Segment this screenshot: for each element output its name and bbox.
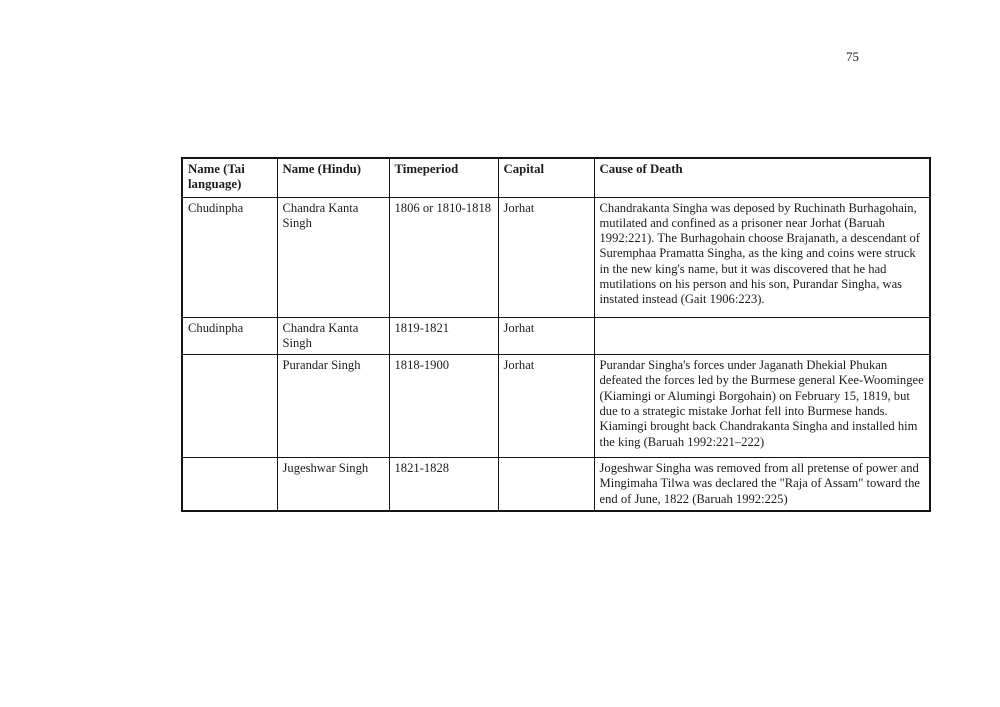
cell-name-hindu: Chandra Kanta Singh <box>277 197 389 317</box>
cell-capital: Jorhat <box>498 317 594 355</box>
table-row <box>182 458 930 511</box>
cell-timeperiod: 1819-1821 <box>389 317 498 355</box>
kings-table <box>181 157 931 512</box>
cell-name-hindu: Jugeshwar Singh <box>277 458 389 511</box>
cell-name-tai: Chudinpha <box>182 197 277 317</box>
cell-name-tai <box>182 355 277 458</box>
column-header-capital: Capital <box>498 158 594 197</box>
cell-cause-of-death: Chandrakanta Singha was deposed by Ruchinath Burhagohain, mutilated and confined as a prisoner near Jorhat (Baruah 1992:221). The Burhagohain choose Brajanath, a descendant of Suremphaa Pramatta Singha, as the king and coins were struck in the new king's name, but it was discovered that he had mutilations on his person and his son, Purandar Singha, was instated instead (Gait 1906:223). <box>594 197 930 317</box>
cell-timeperiod: 1806 or 1810-1818 <box>389 197 498 317</box>
cell-timeperiod: 1821-1828 <box>389 458 498 511</box>
page-number: 75 <box>846 49 859 64</box>
cell-capital: Jorhat <box>498 197 594 317</box>
table-row <box>182 317 930 355</box>
cell-cause-of-death: Purandar Singha's forces under Jaganath Dhekial Phukan defeated the forces led by the Burmese general Kee-Woomingee (Kiamingi or Alumingi Borgohain) on February 15, 1819, but due to a strategic mistake Jorhat fell into Burmese hands. Kiamingi brought back Chandrakanta Singha and installed him the king (Baruah 1992:221–222) <box>594 355 930 458</box>
cell-name-tai <box>182 458 277 511</box>
cell-cause-of-death: Jogeshwar Singha was removed from all pretense of power and Mingimaha Tilwa was declared the "Raja of Assam" toward the end of June, 1822 (Baruah 1992:225) <box>594 458 930 511</box>
column-header-timeperiod: Timeperiod <box>389 158 498 197</box>
table-row <box>182 197 930 317</box>
column-header-name-hindu: Name (Hindu) <box>277 158 389 197</box>
table-header-row <box>182 158 930 197</box>
cell-name-hindu: Purandar Singh <box>277 355 389 458</box>
cell-capital: Jorhat <box>498 355 594 458</box>
column-header-name-tai: Name (Tai language) <box>182 158 277 197</box>
cell-name-tai: Chudinpha <box>182 317 277 355</box>
cell-cause-of-death <box>594 317 930 355</box>
cell-name-hindu: Chandra Kanta Singh <box>277 317 389 355</box>
cell-timeperiod: 1818-1900 <box>389 355 498 458</box>
table-row <box>182 355 930 458</box>
cell-capital <box>498 458 594 511</box>
column-header-cause-of-death: Cause of Death <box>594 158 930 197</box>
